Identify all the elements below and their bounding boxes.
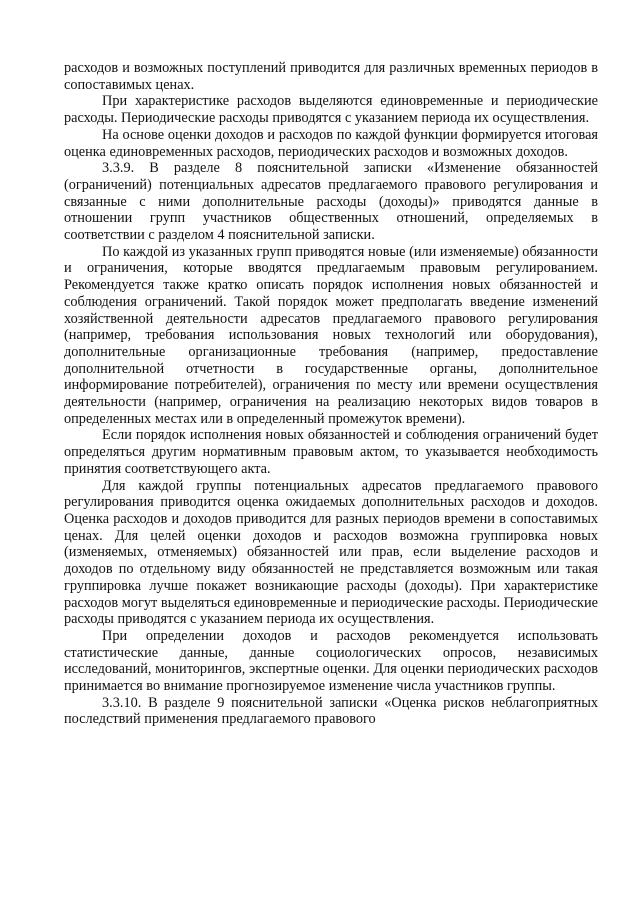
paragraph-8: При определении доходов и расходов рекомендуется использовать статистические данные, данные социологических опросов, независимых исследований, мониторингов, экспертные оценки. Для оценки периодических расходов принимается во внимание прогнозируемое изменение числа участников группы. (64, 627, 598, 695)
paragraph-5: По каждой из указанных групп приводятся новые (или изменяемые) обязанности и ограничения, которые вводятся предлагаемым правовым регулированием. Рекомендуется также кратко описать порядок исполнения новых обязанностей и соблюдения ограничений. Такой порядок может предполагать введение изменений хозяйственной деятельности адресатов предлагаемого правового регулирования (например, требования использования новых технологий или оборудования), дополнительные организационные требования (например, предоставление дополнительной отчетности в государственные органы, дополнительное информирование потребителей), ограничения по месту или времени осуществления деятельности (например, ограничения на реализацию некоторых видов товаров в определенных местах или в определенный промежуток времени). (64, 243, 598, 427)
paragraph-6: Если порядок исполнения новых обязанностей и соблюдения ограничений будет определяться другим нормативным правовым актом, то указывается необходимость принятия соответствующего акта. (64, 427, 598, 477)
paragraph-7: Для каждой группы потенциальных адресатов предлагаемого правового регулирования приводится оценка ожидаемых дополнительных расходов и доходов. Оценка расходов и доходов приводится для разных периодов времени в сопоставимых ценах. Для целей оценки доходов и расходов возможна группировка новых (изменяемых, отменяемых) обязанностей или прав, если выделение расходов и доходов по отдельному виду обязанностей не представляется возможным или такая группировка лучше покажет возникающие расходы (доходы). При характеристике расходов могут выделяться единовременные и периодические расходы. Периодические расходы приводятся с указанием периода их осуществления. (64, 477, 598, 628)
paragraph-4: 3.3.9. В разделе 8 пояснительной записки «Изменение обязанностей (ограничений) потенциальных адресатов предлагаемого правового регулирования и связанные с ними дополнительные расходы (доходы)» приводятся данные в отношении групп участников общественных отношений, определяемых в соответствии с разделом 4 пояснительной записки. (64, 160, 598, 244)
paragraph-9: 3.3.10. В разделе 9 пояснительной записки «Оценка рисков неблагоприятных последствий применения предлагаемого правового (64, 694, 598, 728)
paragraph-3: На основе оценки доходов и расходов по каждой функции формируется итоговая оценка единовременных расходов, периодических расходов и возможных доходов. (64, 126, 598, 160)
paragraph-1: расходов и возможных поступлений приводится для различных временных периодов в сопоставимых ценах. (64, 60, 598, 93)
paragraph-2: При характеристике расходов выделяются единовременные и периодические расходы. Периодические расходы приводятся с указанием периода их осуществления. (64, 93, 598, 127)
document-page (64, 60, 598, 728)
